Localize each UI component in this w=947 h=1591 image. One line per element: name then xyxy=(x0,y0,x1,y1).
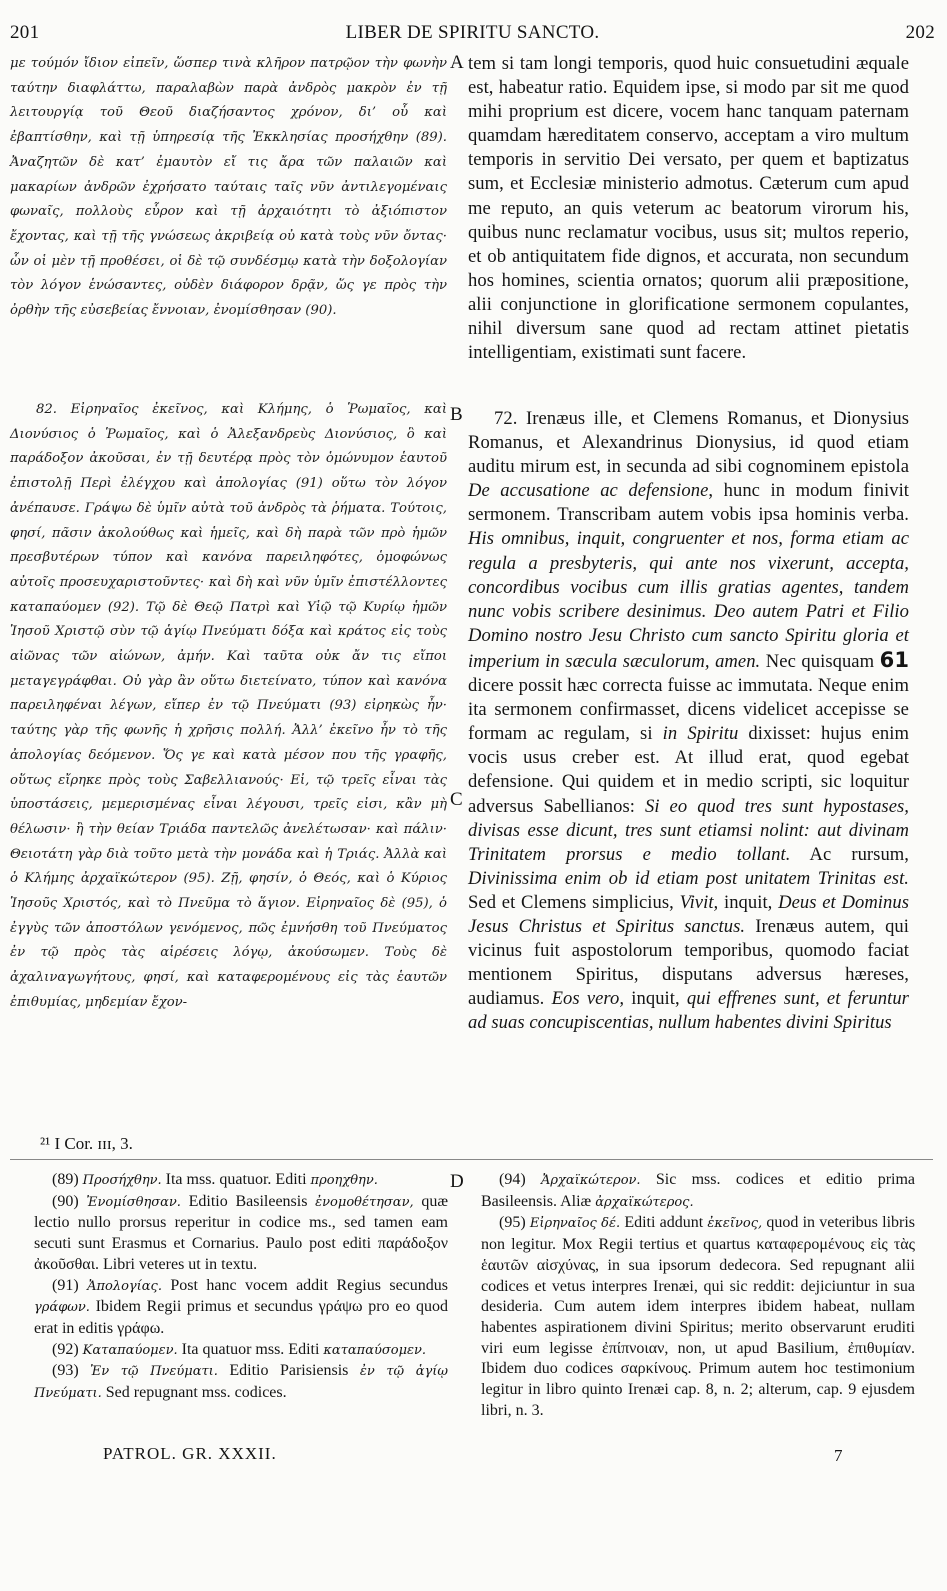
latin-column-paragraph-2 xyxy=(468,407,909,1035)
page-number-left: 201 xyxy=(10,22,40,43)
footnote-90: (90) Ἐνομίσθησαν. Editio Basileensis ἐνομοθέτησαν, quæ lectio nullo prorsus reperitur in codice ms., sed tamen eam secuti sunt Erasmus et Cornarius. Paulo post editi παράδοξον ἀκοῦσθαι. Libri veteres ut in textu. xyxy=(34,1192,449,1273)
margin-marker-d: D xyxy=(450,1171,464,1192)
footnotes-right xyxy=(481,1170,915,1421)
gathering-signature: 7 xyxy=(834,1446,843,1465)
greek-column-paragraph-1 xyxy=(10,52,447,324)
footnote-91: (91) Ἀπολογίας. Post hanc vocem addit Regius secundus γράφων. Ibidem Regii primus et secundus γράψω pro eo quod erat in editis γράφω. xyxy=(34,1276,449,1337)
margin-marker-c: C xyxy=(450,789,463,810)
greek-paragraph: 82. Εἰρηναῖος ἐκεῖνος, καὶ Κλήμης, ὁ Ῥωμαῖος, καὶ Διονύσιος ὁ Ῥωμαῖος, καὶ ὁ Ἀλεξανδρεὺς Διονύσιος, ὃ καὶ παράδοξον ἀκοῦσαι, ἐν τῇ δευτέρᾳ πρὸς τὸν ὁμώνυμον ἑαυτοῦ ἐπιστολῇ Περὶ ἐλέγχου καὶ ἀπολογίας (91) οὕτω τὸν λόγον ἀνέπαυσε. Γράψω δὲ ὑμῖν αὐτὰ τοῦ ἀνδρὸς τὰ ῥήματα. Τούτοις, φησί, πᾶσιν ἀκολούθως καὶ ἡμεῖς, καὶ δὴ παρὰ τῶν πρὸ ἡμῶν πρεσβυτέρων τύπον καὶ κανόνα παρειληφότες, ὁμοφώνως αὐτοῖς προσευχαριστοῦντες· καὶ δὴ καὶ νῦν ὑμῖν ἐπιστέλλοντες καταπαύομεν (92). Τῷ δὲ Θεῷ Πατρὶ καὶ Υἱῷ τῷ Κυρίῳ ἡμῶν Ἰησοῦ Χριστῷ σὺν τῷ ἁγίῳ Πνεύματι δόξα καὶ κράτος εἰς τοὺς αἰῶνας τῶν αἰώνων, ἀμήν. Καὶ ταῦτα οὐκ ἄν τις εἴποι μεταγεγράφθαι. Οὐ γὰρ ἂν οὕτω διετείνατο, τύπον καὶ κανόνα παρειληφέναι λέγων, εἴπερ ἐν τῷ Πνεύματι (93) εἰρηκὼς ἦν· ταύτης γὰρ τῆς φωνῆς ἡ χρῆσις πολλή. Ἀλλ’ ἐκεῖνο ἦν τὸ τῆς ἀπολογίας δεόμενον. Ὅς γε καὶ κατὰ μέσον που τῆς γραφῆς, οὕτως εἴρηκε πρὸς τοὺς Σαβελλιανούς· Εἰ, τῷ τρεῖς εἶναι τὰς ὑποστάσεις, μεμερισμένας εἶναι λέγουσι, τρεῖς εἰσι, κἂν μὴ θέλωσιν· ἢ τὴν θείαν Τριάδα παντελῶς ἀνελέτωσαν· καὶ πάλιν· Θειοτάτη γὰρ διὰ τοῦτο μετὰ τὴν μονάδα καὶ ἡ Τριάς. Ἀλλὰ καὶ ὁ Κλήμης ἀρχαϊκώτερον (95). Ζῇ, φησίν, ὁ Θεός, καὶ ὁ Κύριος Ἰησοῦς Χριστός, καὶ τὸ Πνεῦμα τὸ ἅγιον. Εἰρηναῖος δὲ (95), ὁ ἐγγὺς τῶν ἀποστόλων γενόμενος, πῶς ἐμνήσθη τοῦ Πνεύματος ἐν τῷ πρὸς τὰς αἱρέσεις λόγῳ, ἀκούσωμεν. Τοὺς δὲ ἀχαλιναγωγήτους, φησί, καὶ καταφερομένους εἰς τὰς ἑαυτῶν ἐπιθυμίας, μηδεμίαν ἔχον- xyxy=(10,402,447,1010)
footnote-95: (95) Εἰρηναῖος δέ. Editi addunt ἐκεῖνος, quod in veteribus libris non legitur. Mox Regii tertius et quartus καταφερομένους εἰς τὰς ἑαυτῶν αἰσχύνας, in sua ipsorum dedecora. Sed repugnant alii codices et vetus interpres Irenæi, qui sic reddit: dejiciuntur in sua desideria. Cum autem idem interpres ibidem habeat, nullam habentes aspirationem divini Spiritus; merito observarunt eruditi viri eum legisse ἐπίπνοιαν, non, ut apud Basilium, ἐπιθυμίαν. Ibidem duo codices σαρκίνους. Primum autem hoc testimonium legitur in libro quinto Irenæi cap. 8, n. 2; alterum, cap. 9 ejusdem libri, n. 3. xyxy=(481,1214,916,1419)
greek-column-paragraph-2 xyxy=(10,398,447,1016)
footnote-94: (94) Ἀρχαϊκώτερον. Sic mss. codices et editio prima Basileensis. Aliæ ἀρχαϊκώτερος. xyxy=(481,1171,916,1210)
latin-paragraph: 72. Irenæus ille, et Clemens Romanus, et Dionysius Romanus, et Alexandrinus Dionysius, id quod etiam auditu mirum est, in secunda ad sibi cognominem epistola De accusatione ac defensione, hunc in modum finivit sermonem. Transcribam autem vobis ipsa hominis verba. His omnibus, inquit, congruenter et nos, forma etiam ac regula a presbyteris, qui ante nos vixerunt, acceptа, concordibus vocibus cum illis gratias agentes, tandem nunc vobis scribere desinimus. Deo autem Patri et Filio Domino nostro Jesu Christo cum sancto Spiritu gloria et imperium in sæcula sæculorum, amen. Nec quisquam 61 dicere possit hæc correcta fuisse ac immutata. Neque enim ita sermonem confirmasset, dicens videlicet accepisse se formam ac regulam, si in Spiritu dixisset: hujus enim vocis usus creber est. At illud erat, quod egebat defensione. Qui quidem et in medio scripti, sic loquitur adversus Sabellianos: Si eo quod tres sunt hypostases, divisas esse dicunt, tres sunt etiamsi nolint: aut divinam Trinitatem prorsus e medio tollant. Ac rursum, Divinissima enim ob id etiam post unitatem Trinitas est. Sed et Clemens simplicius, Vivit, inquit, Deus et Dominus Jesus Christus et Spiritus sanctus. Irenæus autem, qui vicinus fuit aspostolorum temporibus, quomodo faciat mentionem Spiritus, disputans adversus hæreses, audiamus. Eos vero, inquit, qui effrenes sunt, et feruntur ad suas concupiscentias, nullum habentes divini Spiritus xyxy=(468,408,910,1034)
greek-paragraph: με τούμόν ἴδιον εἰπεῖν, ὥσπερ τινὰ κλῆρον πατρῷον τὴν φωνὴν ταύτην διαφλάττω, παραλαβὼν παρὰ ἀνδρὸς μακρὸν ἐν τῇ λειτουργίᾳ τοῦ Θεοῦ διαζήσαντος χρόνον, δι’ οὗ καὶ ἐβαπτίσθην, καὶ τῇ ὑπηρεσίᾳ τῆς Ἐκκλησίας προσήχθην (89). Ἀναζητῶν δὲ κατ’ ἐμαυτὸν εἴ τις ἄρα τῶν παλαιῶν καὶ μακαρίων ἀνδρῶν ἐχρήσατο ταύταις ταῖς νῦν ἀντιλεγομέναις φωναῖς, πολλοὺς εὗρον καὶ τῇ ἀρχαιότητι τὸ ἀξιόπιστον ἔχοντας, καὶ τῇ τῆς γνώσεως ἀκριβείᾳ οὐ κατὰ τοὺς νῦν ὄντας· ὧν οἱ μὲν τῇ προθέσει, οἱ δὲ τῷ συνδέσμῳ κατὰ τὴν δοξολογίαν τὸν λόγον ἑνώσαντες, οὐδὲν διάφορον δρᾷν, ὥς γε πρὸς τὴν ὀρθὴν τῆς εὐσεβείας ἔννοιαν, ἐνομίσθησαν (90). xyxy=(10,56,447,319)
footnote-92: (92) Καταπαύομεν. Ita quatuor mss. Editi καταπαύσομεν. xyxy=(52,1340,427,1358)
running-header xyxy=(10,22,935,48)
margin-marker-b: B xyxy=(450,404,463,425)
footnote-divider xyxy=(10,1159,933,1160)
footnotes-left xyxy=(34,1170,448,1405)
page-number-right: 202 xyxy=(905,22,935,43)
column-number: 61 xyxy=(879,647,909,672)
latin-column-paragraph-1 xyxy=(468,52,909,365)
running-title: LIBER DE SPIRITU SANCTO. xyxy=(345,22,600,43)
footnote-93: (93) Ἐν τῷ Πνεύματι. Editio Parisiensis ἐν τῷ ἁγίῳ Πνεύματι. Sed repugnant mss. codices. xyxy=(34,1362,448,1402)
scripture-reference-note: ²¹ I Cor. ɪɪɪ, 3. xyxy=(40,1134,133,1153)
margin-marker-a: A xyxy=(450,52,464,73)
volume-signature: PATROL. GR. XXXII. xyxy=(103,1444,277,1463)
footnote-89: (89) Προσήχθην. Ita mss. quatuor. Editi προηχθην. xyxy=(52,1171,378,1188)
latin-paragraph: tem si tam longi temporis, quod huic consuetudini æquale est, habeatur ratio. Equidem ipse, si modo par sit me quod mihi proprium est dicere, vocem hanc tanquam paternam quamdam hæreditatem conservo, acceptam a viro multum temporis in servitio Dei versato, per quem et baptizatus sum, et Ecclesiæ ministerio admotus. Cæterum cum apud me reputo, an quis veterum ac beatorum virorum his, quibus nunc reclamatur vocibus, usus sit; multos reperio, et ob antiquitatem fide dignos, et accurata, non secundum hos homines, scientia ornatos; quorum alii præpositione, alii conjunctione in glorificatione sermonem copulantes, nihil diversum sane quod ad rectam attinet pietatis intelligentiam, existimati sunt facere. xyxy=(468,53,909,364)
